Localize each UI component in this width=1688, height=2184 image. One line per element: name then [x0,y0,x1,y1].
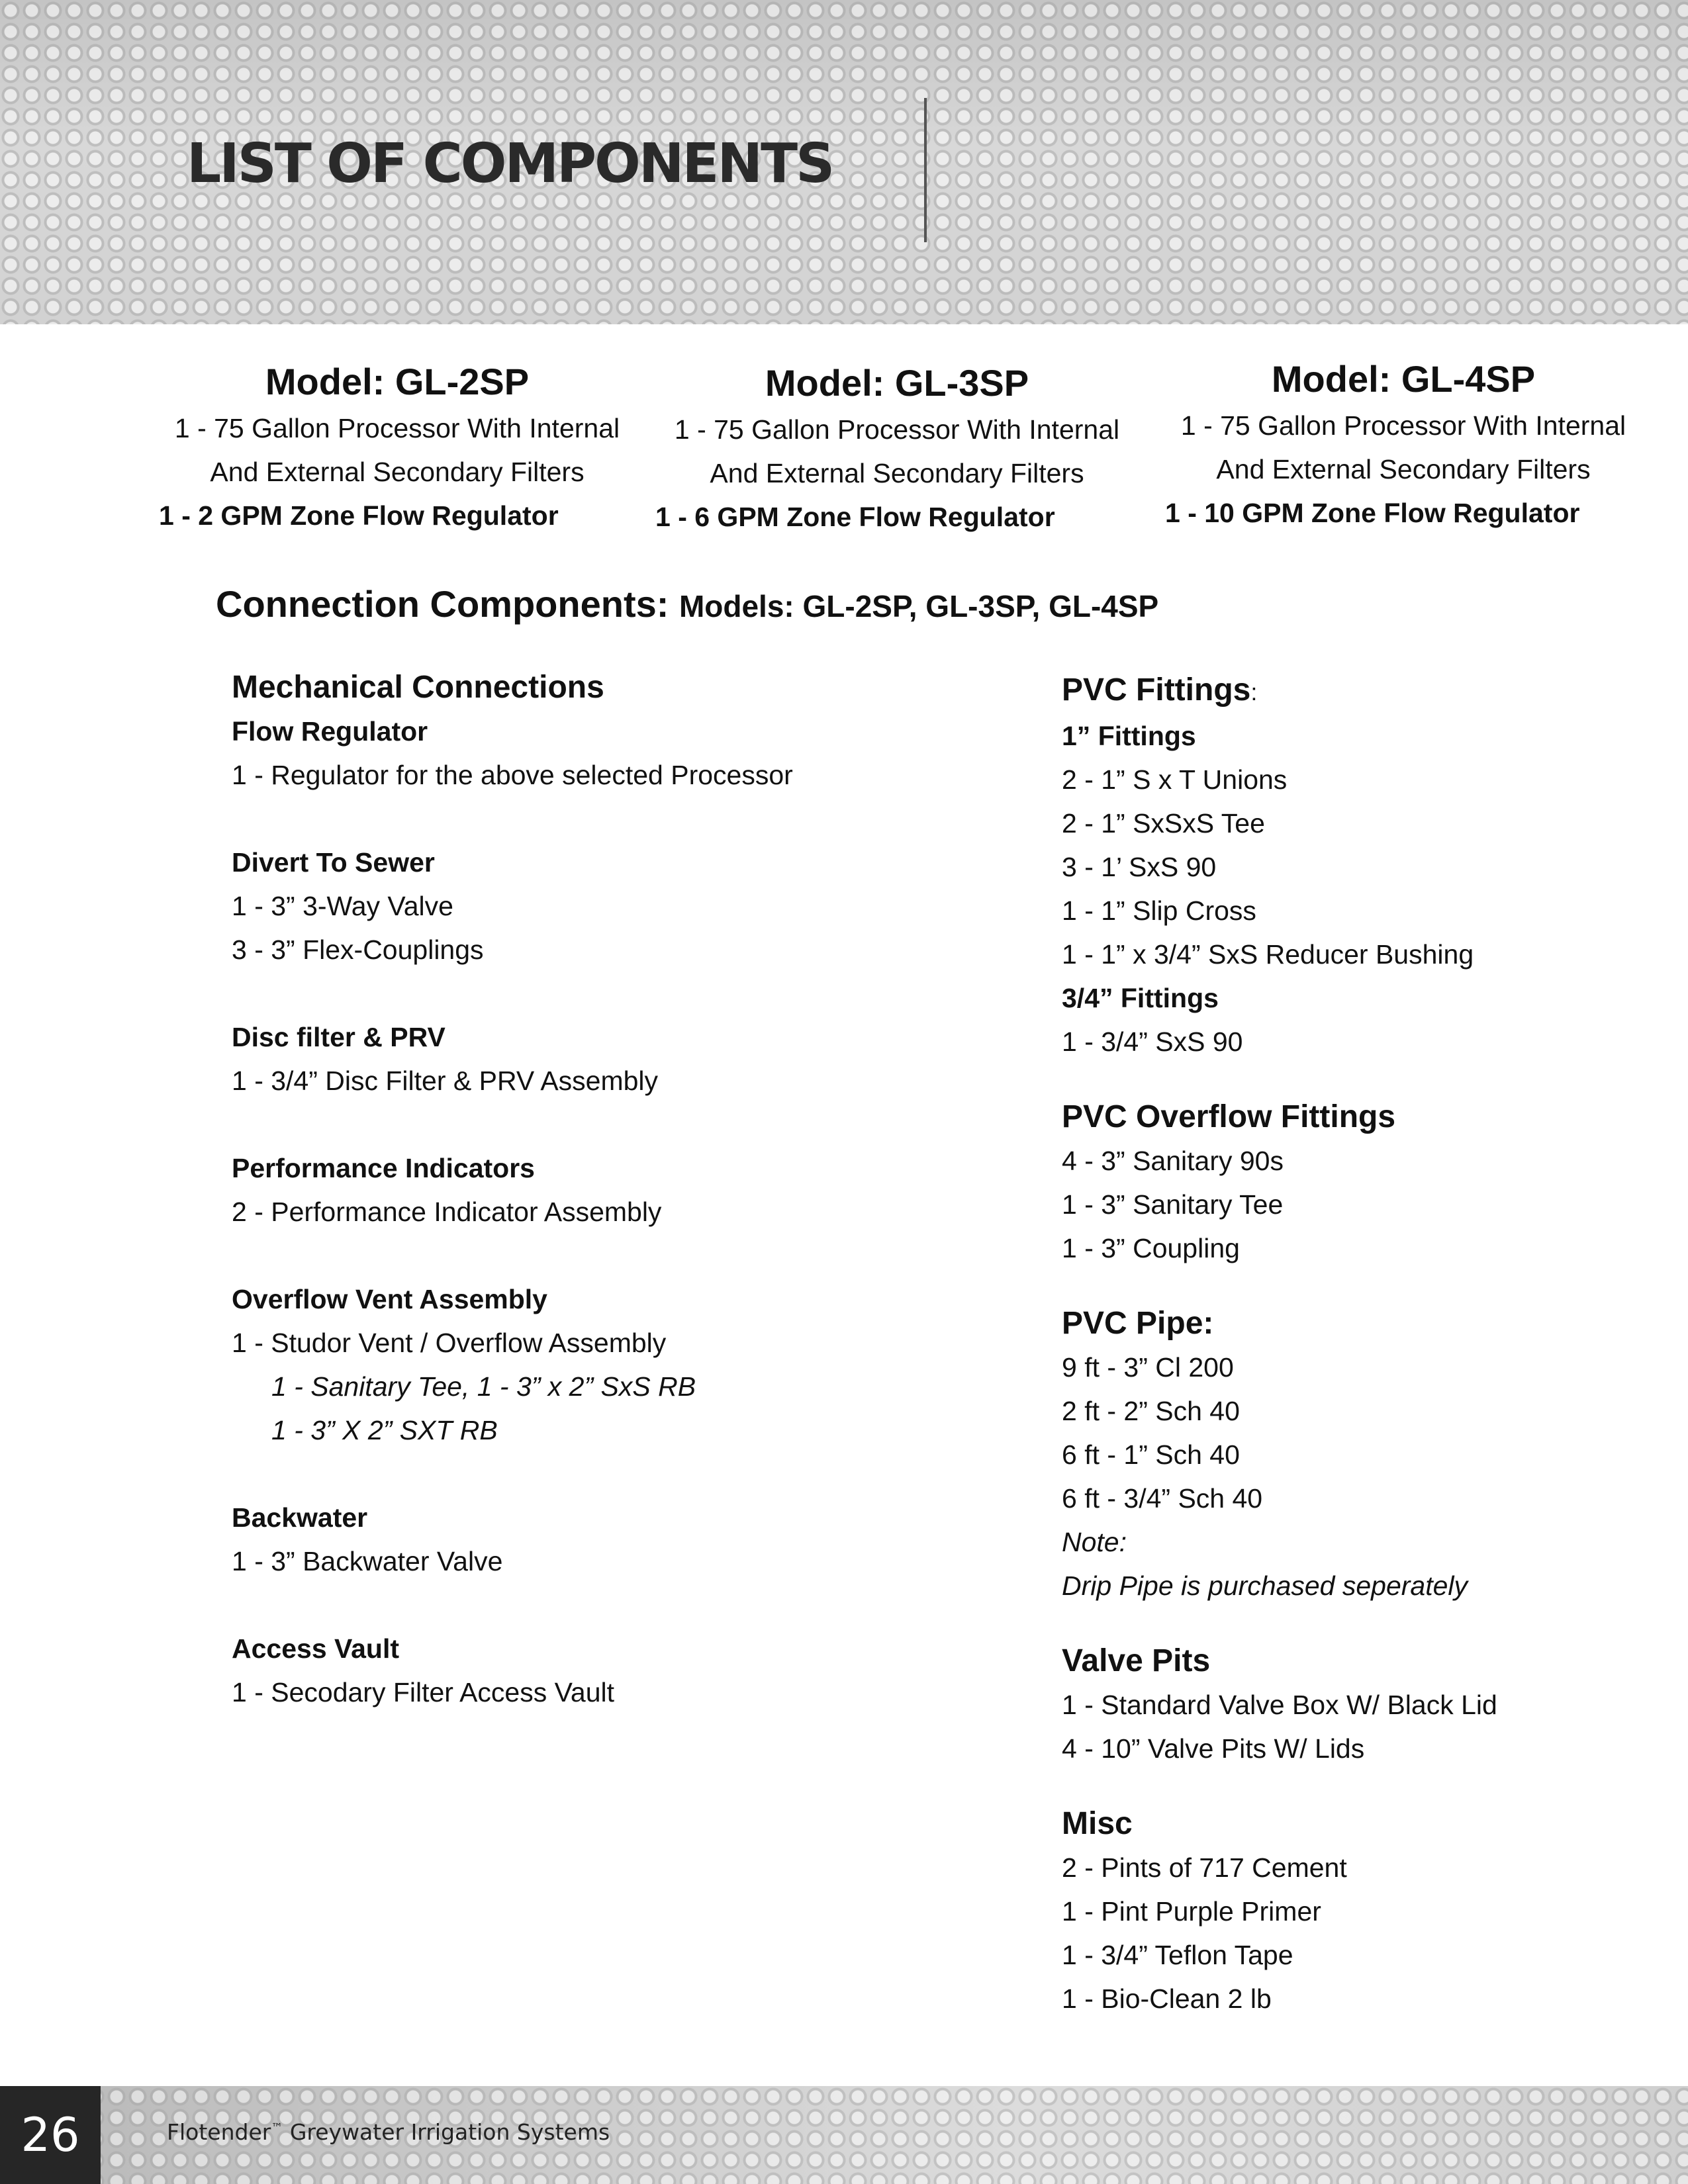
list-item: 1 - 3” Backwater Valve [232,1546,503,1576]
section-title: Access Vault [232,1633,399,1664]
section-title: Disc filter & PRV [232,1022,445,1052]
list-item: 2 ft - 2” Sch 40 [1062,1396,1240,1426]
list-item: 2 - Pints of 717 Cement [1062,1852,1347,1883]
list-item: 1 - 3” Sanitary Tee [1062,1189,1284,1220]
model-line: And External Secondary Filters [1216,454,1591,484]
list-item: 1 - 1” x 3/4” SxS Reducer Bushing [1062,939,1474,970]
list-item: 1 - Standard Valve Box W/ Black Lid [1062,1690,1497,1720]
footer-brand: Flotender [167,2119,271,2145]
model-gl-2sp [156,357,639,537]
section-title: 1” Fittings [1062,721,1196,751]
list-item: 1 - 1” Slip Cross [1062,895,1256,926]
list-item: 3 - 3” Flex-Couplings [232,934,484,965]
list-item: 1 - Secodary Filter Access Vault [232,1677,615,1707]
list-item: 4 - 3” Sanitary 90s [1062,1146,1284,1176]
model-regulator: 1 - 10 GPM Zone Flow Regulator [1165,498,1580,528]
list-item: 9 ft - 3” Cl 200 [1062,1352,1234,1383]
list-item: 1 - Bio-Clean 2 lb [1062,1983,1272,2014]
note-label: Note: [1062,1527,1127,1557]
pvc-fittings-title: PVC Fittings [1062,672,1251,707]
model-gl-4sp [1162,355,1645,535]
section-heading: Misc [1062,1806,1133,1841]
pvc-column [1062,668,1658,2021]
section-title: Performance Indicators [232,1153,535,1183]
list-item: 2 - 1” SxSxS Tee [1062,808,1265,839]
header-divider [924,98,927,242]
connection-title: Connection Components: [216,583,669,625]
list-item: 1 - Studor Vent / Overflow Assembly [232,1328,667,1358]
model-title: Model: GL-4SP [1271,358,1536,400]
mechanical-connections-column [232,666,1026,1714]
section-title: Flow Regulator [232,716,428,747]
list-sub-item: 1 - 3” X 2” SXT RB [271,1415,498,1445]
footer-text: Greywater Irrigation Systems [283,2119,610,2145]
model-line: 1 - 75 Gallon Processor With Internal [1180,410,1626,441]
section-title: Backwater [232,1502,368,1533]
list-item: 2 - 1” S x T Unions [1062,764,1288,795]
section-heading: PVC Overflow Fittings [1062,1099,1396,1134]
note-text: Drip Pipe is purchased seperately [1062,1570,1468,1601]
list-item: 6 ft - 1” Sch 40 [1062,1439,1240,1470]
model-line: And External Secondary Filters [210,457,585,487]
model-regulator: 1 - 6 GPM Zone Flow Regulator [655,502,1055,532]
list-item: 4 - 10” Valve Pits W/ Lids [1062,1733,1365,1764]
page-number: 26 [0,2086,101,2184]
list-sub-item: 1 - Sanitary Tee, 1 - 3” x 2” SxS RB [271,1371,696,1402]
model-regulator: 1 - 2 GPM Zone Flow Regulator [159,500,559,531]
footer-brand-text [167,2119,610,2145]
list-item: 1 - Pint Purple Primer [1062,1896,1321,1927]
page-title: LIST OF COMPONENTS [187,132,833,195]
model-line: 1 - 75 Gallon Processor With Internal [674,414,1120,445]
section-title: 3/4” Fittings [1062,983,1219,1013]
list-item: 1 - 3/4” Teflon Tape [1062,1940,1293,1970]
list-item: 2 - Performance Indicator Assembly [232,1197,662,1227]
section-heading: PVC Pipe: [1062,1306,1214,1341]
list-item: 1 - Regulator for the above selected Processor [232,760,793,790]
mechanical-connections-heading: Mechanical Connections [232,670,604,705]
model-title: Model: GL-2SP [265,361,530,402]
list-item: 6 ft - 3/4” Sch 40 [1062,1483,1263,1514]
trademark-symbol: ™ [271,2121,283,2135]
pvc-fittings-colon: : [1250,678,1258,705]
list-item: 1 - 3” Coupling [1062,1233,1240,1263]
section-heading: Valve Pits [1062,1643,1211,1678]
model-line: And External Secondary Filters [710,458,1084,488]
connection-subtitle: Models: GL-2SP, GL-3SP, GL-4SP [679,589,1159,623]
list-item: 1 - 3” 3-Way Valve [232,891,453,921]
list-item: 3 - 1’ SxS 90 [1062,852,1217,882]
connection-components-heading [216,582,1158,625]
section-title: Overflow Vent Assembly [232,1284,547,1314]
model-gl-3sp [655,359,1139,539]
list-item: 1 - 3/4” Disc Filter & PRV Assembly [232,1066,659,1096]
model-line: 1 - 75 Gallon Processor With Internal [174,413,620,443]
pvc-fittings-heading [1062,668,1658,714]
section-title: Divert To Sewer [232,847,435,878]
list-item: 1 - 3/4” SxS 90 [1062,1026,1243,1057]
model-title: Model: GL-3SP [765,362,1029,404]
